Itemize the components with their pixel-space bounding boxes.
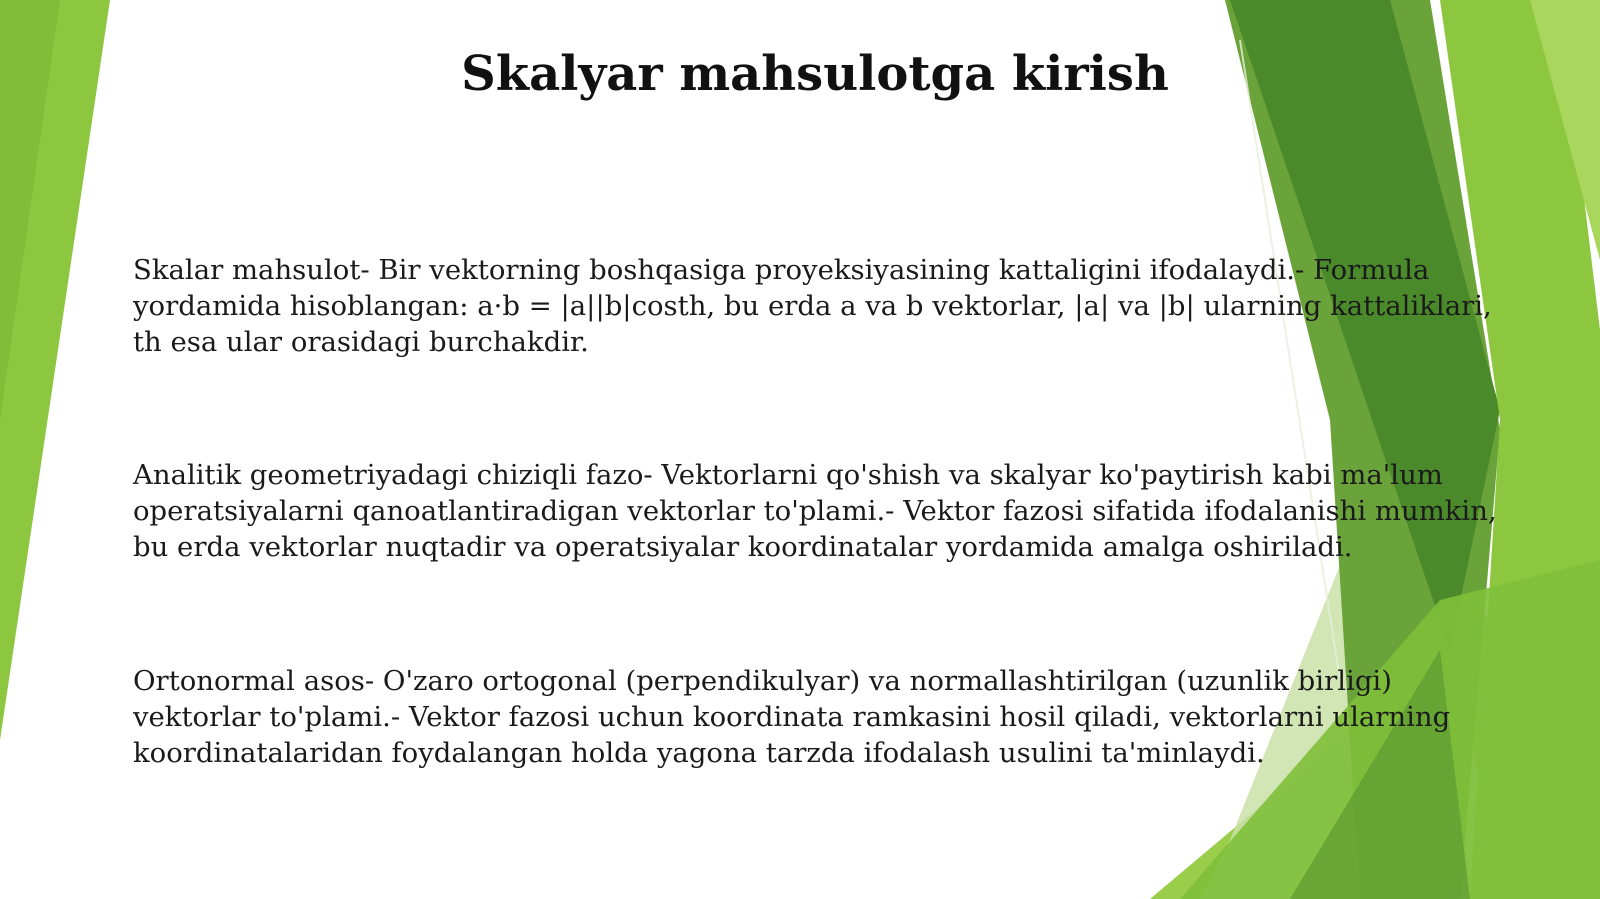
paragraph-scalar-product: Skalar mahsulot- Bir vektorning boshqasiga proyeksiyasining kattaligini ifodalaydi.- Formula yordamida hisoblangan: a·b = |a||b|costh, bu erda a va b vektorlar, |a| va |b| ularning kattaliklari, th esa ular orasidagi burchakdir. (133, 254, 1492, 358)
paragraph-linear-space: Analitik geometriyadagi chiziqli fazo- Vektorlarni qo'shish va skalyar ko'paytirish kabi ma'lum operatsiyalarni qanoatlantiradigan vektorlar to'plami.- Vektor fazosi sifatida ifodalanishi mumkin, bu erda vektorlar nuqtadir va operatsiyalar koordinatalar yordamida amalga oshiriladi. (133, 459, 1497, 563)
slide-title: Skalyar mahsulotga kirish (461, 46, 1169, 102)
paragraph-orthonormal-basis: Ortonormal asos- O'zaro ortogonal (perpendikulyar) va normallashtirilgan (uzunlik birligi) vektorlar to'plami.- Vektor fazosi uchun koordinata ramkasini hosil qiladi, vektorlarni ularning koordinatalaridan foydalangan holda yagona tarzda ifodalash usulini ta'minlaydi. (133, 665, 1451, 769)
